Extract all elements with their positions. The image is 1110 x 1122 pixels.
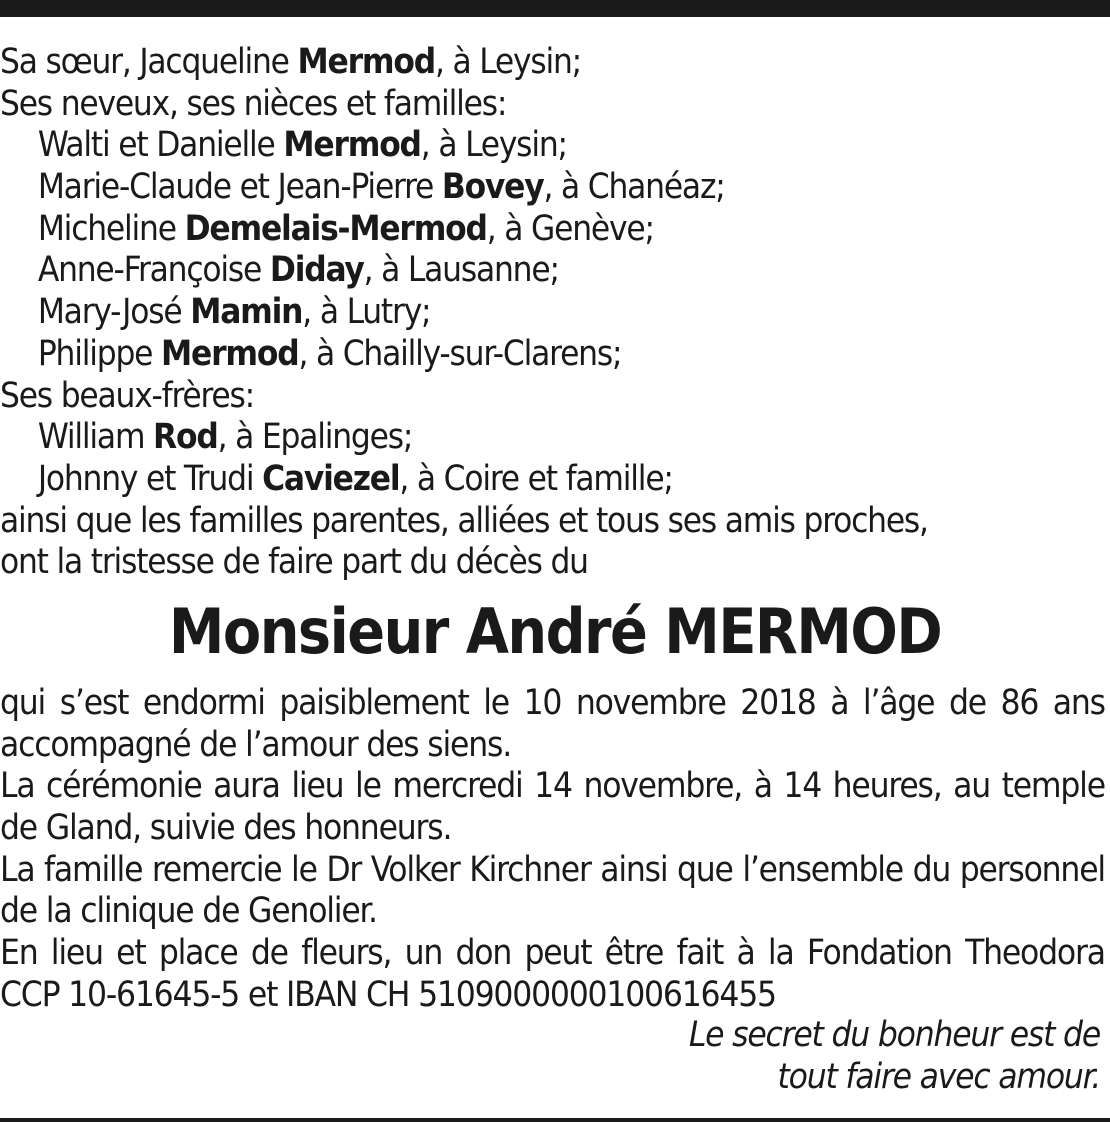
announce-line: Johnny et Trudi Caviezel, à Coire et famille; [37,458,673,499]
word: 14 [783,766,822,807]
word: le [355,766,381,807]
word: don [455,933,512,974]
deceased-name-heading [0,595,1110,668]
top-border-rule [0,0,1110,17]
quote-line: Le secret du bonheur est de [688,1015,1100,1055]
text-line: accompagné de l’amour des siens. [0,724,512,765]
announce-line: ainsi que les familles parentes, alliées et tous ses amis proches, [0,500,928,541]
word: Volker [370,849,460,890]
closing-quote [689,1015,1100,1098]
word: que [677,849,733,890]
announce-line: Ses neveux, ses nièces et familles: [0,83,507,124]
word: fait [676,933,724,974]
announce-line: Sa sœur, Jacqueline Mermod, à Leysin; [0,42,582,82]
word: de [250,933,288,974]
paragraph-thanks [0,850,1105,933]
word: s’est [59,683,129,723]
announce-line: ont la tristesse de faire part du décès du [0,542,588,583]
justified-line [0,683,1105,725]
paragraph-donation [0,933,1105,1016]
word: La [0,766,35,807]
announce-line: Mary-José Mamin, à Lutry; [37,292,431,333]
notice-body [0,683,1105,1017]
word: novembre, [583,766,743,807]
word: l’ensemble [742,849,903,890]
justified-line [0,766,1105,808]
word: être [604,933,664,974]
word: et [116,933,146,974]
word: le [483,683,509,723]
word: la [767,933,794,974]
announce-line: William Rod, à Epalinges; [37,417,413,458]
justified-line [0,933,1105,975]
word: Theodora [965,933,1105,974]
word: à [753,766,772,807]
word: au [953,766,990,807]
word: paisiblement [279,683,469,723]
announce-line: Ses beaux-frères: [0,375,255,416]
word: aura [213,766,280,807]
word: 86 [1000,683,1039,723]
announce-line: Micheline Demelais-Mermod, à Genève; [37,208,654,249]
word: le [291,849,317,890]
word: fleurs, [301,933,392,974]
text-line: CCP 10-61645-5 et IBAN CH 5109000000100616455 [0,974,776,1015]
justified-line [0,850,1105,892]
family-announcement [0,42,1110,584]
word: un [404,933,443,974]
word: Dr [326,849,362,890]
word: personnel [959,849,1105,890]
word: La [0,849,35,890]
word: ainsi [600,849,668,890]
word: à [736,933,755,974]
word: 14 [534,766,572,807]
word: famille [44,849,143,890]
word: Kirchner [469,849,591,890]
deceased-name: Monsieur André MERMOD [168,595,942,668]
word: En [0,933,38,974]
text-line: de Gland, suivie des honneurs. [0,808,452,849]
word: heures, [832,766,942,807]
word: novembre [575,683,726,723]
announce-line: Anne-Françoise Diday, à Lausanne; [37,250,559,291]
word: de [948,683,986,723]
word: mercredi [392,766,523,807]
bottom-border-rule [0,1118,1110,1122]
word: 2018 [740,683,816,723]
quote-line: tout faire avec amour. [777,1056,1100,1097]
word: du [912,849,951,890]
word: lieu [291,766,344,807]
word: remercie [151,849,282,890]
word: cérémonie [46,766,202,807]
word: ans [1052,683,1105,723]
word: 10 [523,683,562,723]
word: temple [1001,766,1105,807]
word: qui [0,683,46,723]
word: endormi [142,683,265,723]
text-line: de la clinique de Genolier. [0,891,377,932]
paragraph-passing [0,683,1105,766]
word: lieu [50,933,103,974]
word: l’âge [862,683,935,723]
paragraph-ceremony [0,766,1105,849]
word: Fondation [806,933,952,974]
announce-line: Marie-Claude et Jean-Pierre Bovey, à Chanéaz; [37,167,725,208]
announce-line: Walti et Danielle Mermod, à Leysin; [37,125,567,166]
announce-line: Philippe Mermod, à Chailly-sur-Clarens; [37,333,622,374]
word: à [830,683,849,723]
word: peut [524,933,592,974]
word: place [158,933,238,974]
